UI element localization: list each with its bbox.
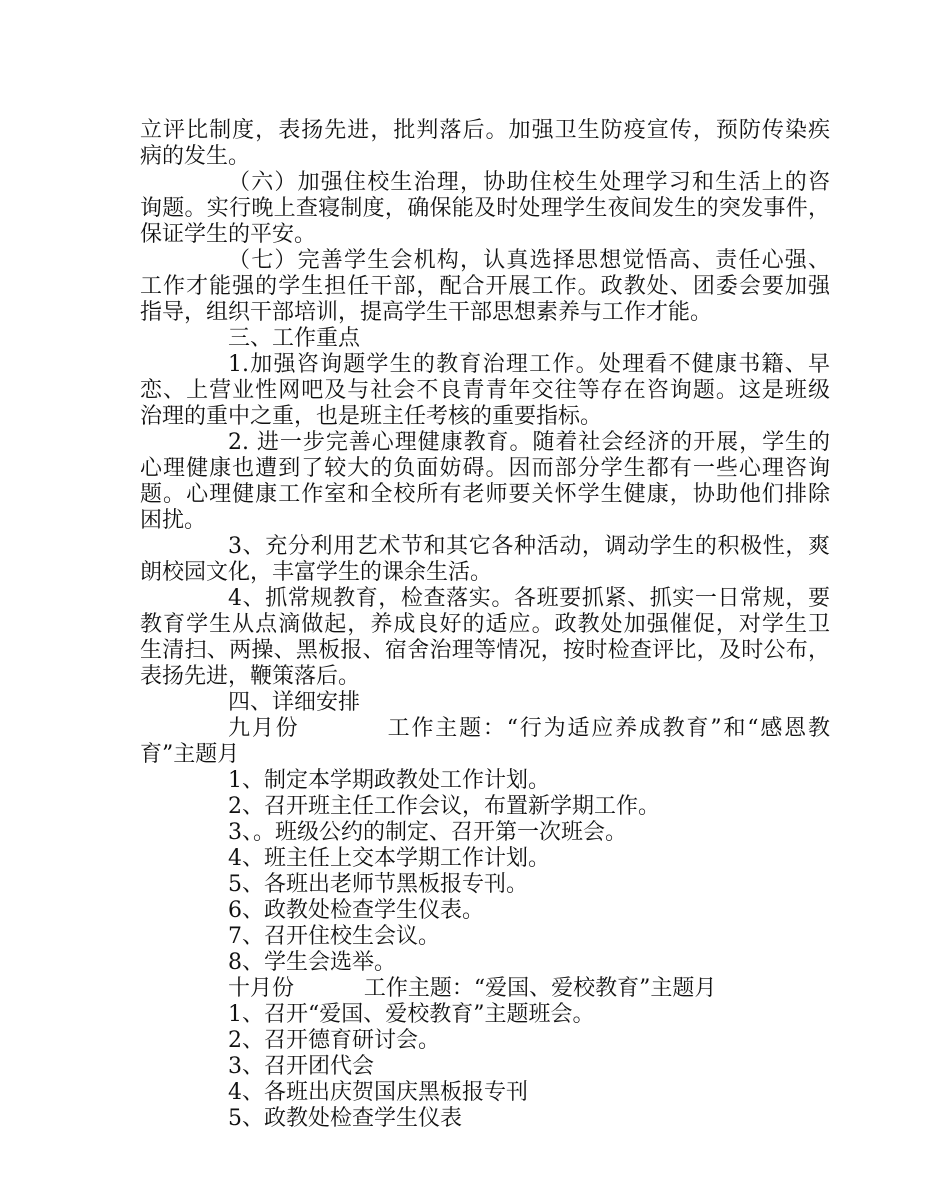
text-line: （七）完善学生会机构，认真选择思想觉悟高、责任心强、 <box>228 248 830 273</box>
month-heading: 九月份 工作主题：“行为适应养成教育”和“感恩教 <box>228 716 830 741</box>
text-line: 1.加强咨询题学生的教育治理工作。处理看不健康书籍、早 <box>228 352 830 377</box>
list-item: 2、召开班主任工作会议，布置新学期工作。 <box>228 794 660 819</box>
list-item: 3、。班级公约的制定、召开第一次班会。 <box>228 820 627 845</box>
text-line: 恋、上营业性网吧及与社会不良青青年交往等存在咨询题。这是班级 <box>140 378 830 403</box>
list-item: 5、政教处检查学生仪表 <box>228 1106 462 1131</box>
list-item: 8、学生会选举。 <box>228 950 396 975</box>
list-item: 1、召开“爱国、爱校教育”主题班会。 <box>228 1002 595 1027</box>
text-line: 立评比制度，表扬先进，批判落后。加强卫生防疫宣传，预防传染疾 <box>140 118 830 143</box>
section-heading: 四、详细安排 <box>228 690 361 715</box>
month-heading: 十月份 工作主题：“爱国、爱校教育”主题月 <box>228 976 717 1001</box>
text-line: 朗校园文化，丰富学生的课余生活。 <box>140 560 493 585</box>
list-item: 7、召开住校生会议。 <box>228 924 440 949</box>
text-line: （六）加强住校生治理，协助住校生处理学习和生活上的咨 <box>228 170 830 195</box>
text-line: 困扰。 <box>140 508 207 533</box>
text-line: 表扬先进，鞭策落后。 <box>140 664 361 689</box>
text-line: 4、抓常规教育，检查落实。各班要抓紧、抓实一日常规，要 <box>228 586 830 611</box>
text-line: 询题。实行晚上查寝制度，确保能及时处理学生夜间发生的突发事件， <box>140 196 830 221</box>
text-line: 工作才能强的学生担任干部，配合开展工作。政教处、团委会要加强 <box>140 274 830 299</box>
text-line: 病的发生。 <box>140 144 251 169</box>
list-item: 6、政教处检查学生仪表。 <box>228 898 484 923</box>
list-item: 4、班主任上交本学期工作计划。 <box>228 846 550 871</box>
list-item: 1、制定本学期政教处工作计划。 <box>228 768 550 793</box>
text-line: 2. 进一步完善心理健康教育。随着社会经济的开展，学生的 <box>228 430 830 455</box>
list-item: 3、召开团代会 <box>228 1054 374 1079</box>
list-item: 2、召开德育研讨会。 <box>228 1028 440 1053</box>
list-item: 4、各班出庆贺国庆黑板报专刊 <box>228 1080 528 1105</box>
text-line: 指导，组织干部培训，提高学生干部思想素养与工作才能。 <box>140 300 713 325</box>
document-page <box>140 118 830 1132</box>
text-line: 生清扫、两操、黑板报、宿舍治理等情况，按时检查评比，及时公布， <box>140 638 830 663</box>
text-line: 3、充分利用艺术节和其它各种活动，调动学生的积极性，爽 <box>228 534 830 559</box>
text-line: 育”主题月 <box>140 742 240 767</box>
section-heading: 三、工作重点 <box>228 326 361 351</box>
list-item: 5、各班出老师节黑板报专刊。 <box>228 872 528 897</box>
text-line: 治理的重中之重，也是班主任考核的重要指标。 <box>140 404 603 429</box>
text-line: 保证学生的平安。 <box>140 222 317 247</box>
text-line: 题。心理健康工作室和全校所有老师要关怀学生健康，协助他们排除 <box>140 482 830 507</box>
text-line: 心理健康也遭到了较大的负面妨碍。因而部分学生都有一些心理咨询 <box>140 456 830 481</box>
text-line: 教育学生从点滴做起，养成良好的适应。政教处加强催促，对学生卫 <box>140 612 830 637</box>
